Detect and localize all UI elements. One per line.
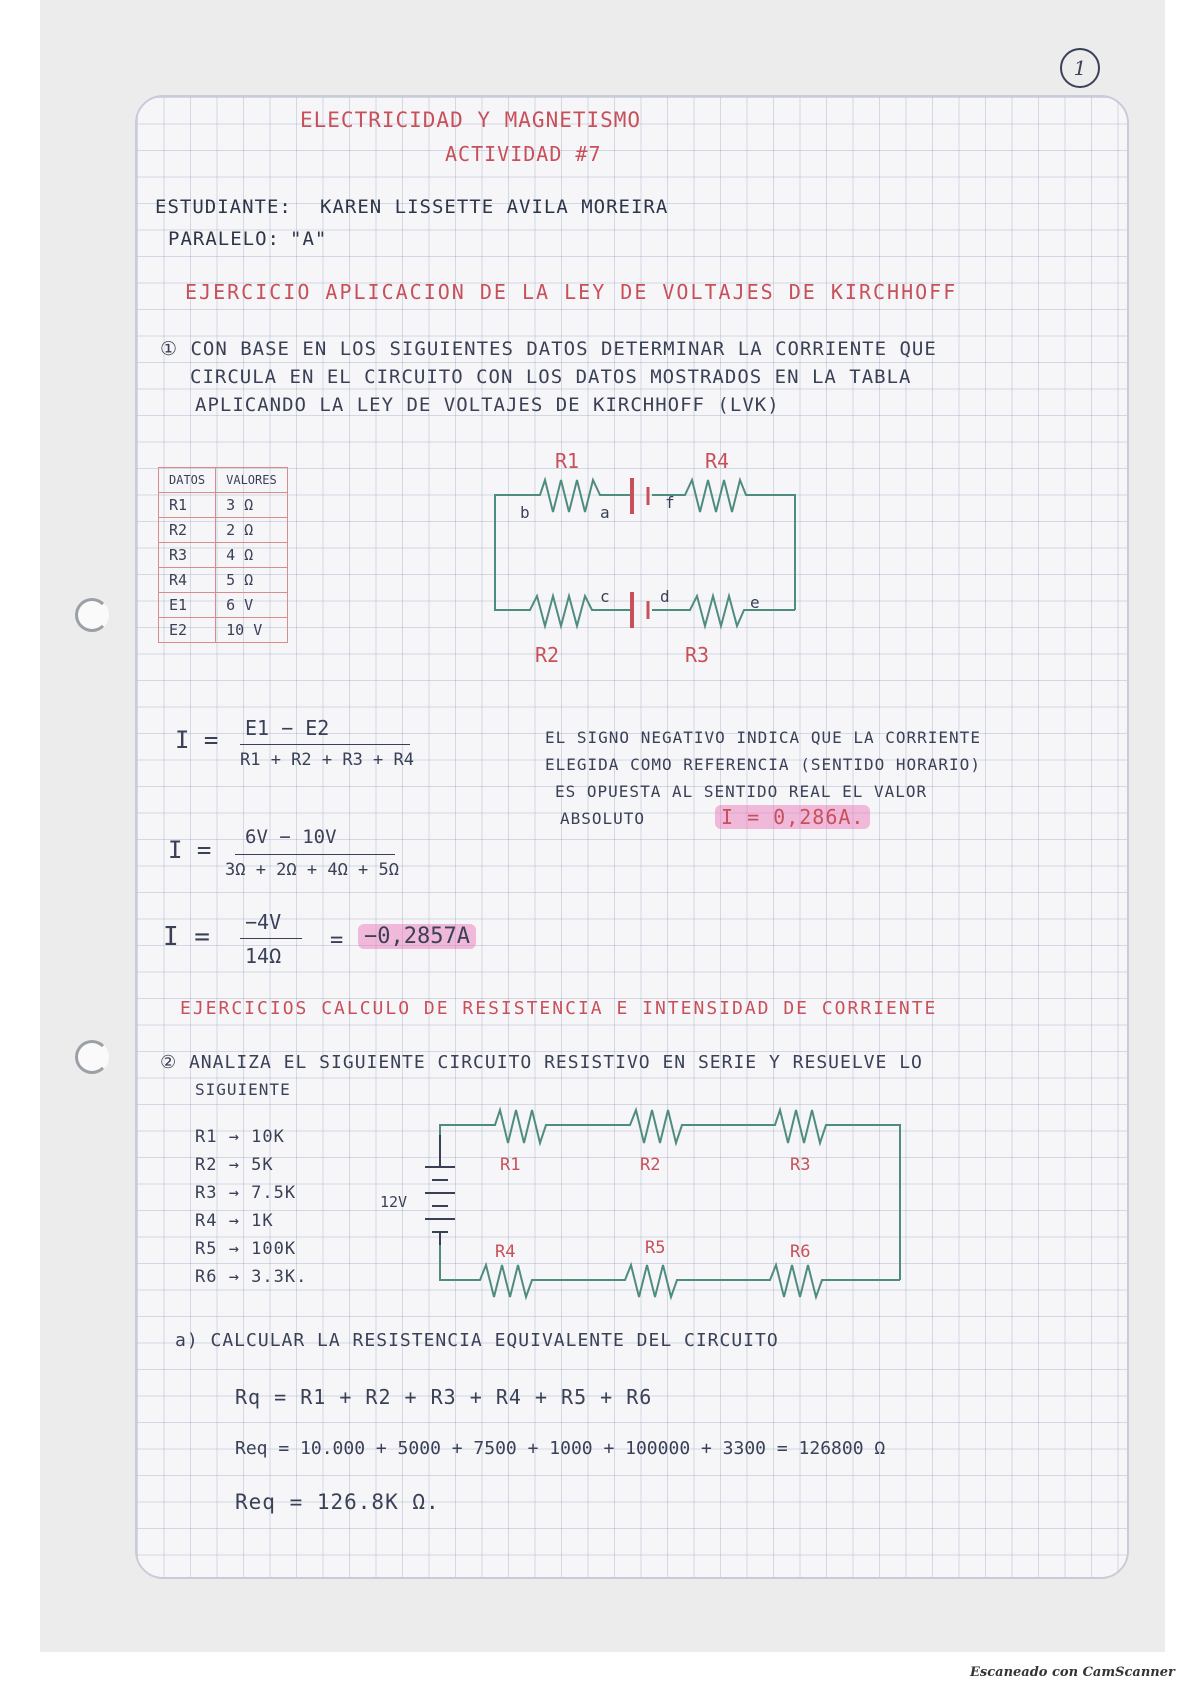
table-cell: R3 xyxy=(159,543,216,568)
substitution-lhs: I = xyxy=(168,836,212,864)
table-row xyxy=(159,593,288,618)
node-d: d xyxy=(660,587,670,606)
node-b: b xyxy=(520,503,530,522)
substitution-fraction-bar xyxy=(235,854,395,855)
table-row xyxy=(159,618,288,643)
parallel-value: "A" xyxy=(290,228,328,250)
equivalent-resistance-result: Req = 126.8K Ω. xyxy=(235,1490,440,1514)
circuit-1-diagram xyxy=(480,440,810,670)
circuit-1-top-wire-left xyxy=(495,480,630,512)
circuit-1-label-r2: R2 xyxy=(535,643,560,667)
problem2-line1: ② ANALIZA EL SIGUIENTE CIRCUITO RESISTIVO EN SERIE Y RESUELVE LO xyxy=(160,1052,923,1073)
battery-12v xyxy=(425,1135,455,1245)
problem1-line3: APLICANDO LA LEY DE VOLTAJES DE KIRCHHOFF (LVK) xyxy=(195,394,780,416)
formula-lhs: I = xyxy=(175,726,219,754)
table-cell: R1 xyxy=(159,493,216,518)
section2-title: EJERCICIOS CALCULO DE RESISTENCIA E INTENSIDAD DE CORRIENTE xyxy=(180,998,938,1019)
note-line3: ES OPUESTA AL SENTIDO REAL EL VALOR xyxy=(555,782,928,801)
resistor-value-r6: R6 → 3.3K. xyxy=(195,1267,308,1287)
part-a-question: a) CALCULAR LA RESISTENCIA EQUIVALENTE DEL CIRCUITO xyxy=(175,1330,779,1351)
note-line4: ABSOLUTO xyxy=(560,809,646,828)
equivalent-resistance-substitution: Req = 10.000 + 5000 + 7500 + 1000 + 100000 + 3300 = 126800 Ω xyxy=(235,1438,886,1459)
table-cell: 5 Ω xyxy=(216,568,288,593)
student-label: ESTUDIANTE: xyxy=(155,196,292,218)
table-header-row xyxy=(159,468,288,493)
result-value-highlight: −0,2857A xyxy=(358,924,476,949)
equivalent-resistance-formula: Rq = R1 + R2 + R3 + R4 + R5 + R6 xyxy=(235,1385,653,1409)
result-denominator: 14Ω xyxy=(245,944,282,968)
table-cell: 3 Ω xyxy=(216,493,288,518)
problem1-line2: CIRCULA EN EL CIRCUITO CON LOS DATOS MOSTRADOS EN LA TABLA xyxy=(190,366,912,388)
table-header: DATOS xyxy=(159,468,216,493)
result-fraction-bar xyxy=(240,938,302,939)
circuit-2-source-label: 12V xyxy=(380,1193,408,1211)
note-line1: EL SIGNO NEGATIVO INDICA QUE LA CORRIENTE xyxy=(545,728,981,747)
table-cell: R4 xyxy=(159,568,216,593)
resistor-value-r1: R1 → 10K xyxy=(195,1127,285,1147)
table-row xyxy=(159,518,288,543)
note-line2: ELEGIDA COMO REFERENCIA (SENTIDO HORARIO) xyxy=(545,755,981,774)
page-number: 1 xyxy=(1060,48,1100,88)
node-c: c xyxy=(600,587,610,606)
student-name: KAREN LISSETTE AVILA MOREIRA xyxy=(320,196,669,218)
result-value xyxy=(358,924,476,949)
circuit-2-label-r2: R2 xyxy=(640,1155,661,1175)
circuit-2-label-r1: R1 xyxy=(500,1155,521,1175)
punch-hole-bottom xyxy=(75,1040,109,1074)
circuit-1-label-r3: R3 xyxy=(685,643,710,667)
absolute-value-highlight: I = 0,286A. xyxy=(715,805,870,829)
substitution-numerator: 6V − 10V xyxy=(245,826,337,848)
table-cell: R2 xyxy=(159,518,216,543)
parallel-label: PARALELO: xyxy=(168,228,280,250)
formula-fraction-bar xyxy=(240,744,410,745)
table-row xyxy=(159,543,288,568)
course-title: ELECTRICIDAD Y MAGNETISMO xyxy=(300,108,642,132)
circuit-1-label-r4: R4 xyxy=(705,449,730,473)
problem2-line2: SIGUIENTE xyxy=(195,1080,291,1099)
table-row xyxy=(159,568,288,593)
table-cell: 6 V xyxy=(216,593,288,618)
result-numerator: −4V xyxy=(245,910,282,934)
resistor-value-r5: R5 → 100K xyxy=(195,1239,297,1259)
circuit-1-bottom-wire-right xyxy=(652,596,795,626)
table-cell: E1 xyxy=(159,593,216,618)
result-equals: = xyxy=(330,928,344,953)
resistor-value-r4: R4 → 1K xyxy=(195,1211,274,1231)
formula-denominator: R1 + R2 + R3 + R4 xyxy=(240,750,414,770)
circuit-2-label-r6: R6 xyxy=(790,1242,811,1262)
punch-hole-top xyxy=(75,598,109,632)
section1-title: EJERCICIO APLICACION DE LA LEY DE VOLTAJES DE KIRCHHOFF xyxy=(185,280,958,304)
table-cell: E2 xyxy=(159,618,216,643)
circuit-2-diagram xyxy=(380,1085,910,1305)
node-f: f xyxy=(665,493,675,512)
circuit-2-label-r4: R4 xyxy=(495,1242,516,1262)
resistor-value-r2: R2 → 5K xyxy=(195,1155,274,1175)
circuit-2-label-r5: R5 xyxy=(645,1238,666,1258)
resistor-value-r3: R3 → 7.5K xyxy=(195,1183,297,1203)
activity-title: ACTIVIDAD #7 xyxy=(445,142,602,166)
table-cell: 4 Ω xyxy=(216,543,288,568)
substitution-denominator: 3Ω + 2Ω + 4Ω + 5Ω xyxy=(225,860,399,880)
node-a: a xyxy=(600,503,610,522)
formula-numerator: E1 − E2 xyxy=(245,716,330,740)
absolute-value xyxy=(715,805,870,829)
scanner-watermark: Escaneado con CamScanner xyxy=(970,1665,1175,1680)
table-cell: 2 Ω xyxy=(216,518,288,543)
data-table xyxy=(158,467,288,643)
circuit-2-label-r3: R3 xyxy=(790,1155,811,1175)
node-e: e xyxy=(750,593,760,612)
table-header: VALORES xyxy=(216,468,288,493)
problem1-line1: ① CON BASE EN LOS SIGUIENTES DATOS DETERMINAR LA CORRIENTE QUE xyxy=(160,338,937,360)
table-row xyxy=(159,493,288,518)
result-lhs: I = xyxy=(163,922,210,952)
circuit-1-label-r1: R1 xyxy=(555,449,580,473)
circuit-1-bottom-wire-left xyxy=(495,500,630,626)
table-cell: 10 V xyxy=(216,618,288,643)
